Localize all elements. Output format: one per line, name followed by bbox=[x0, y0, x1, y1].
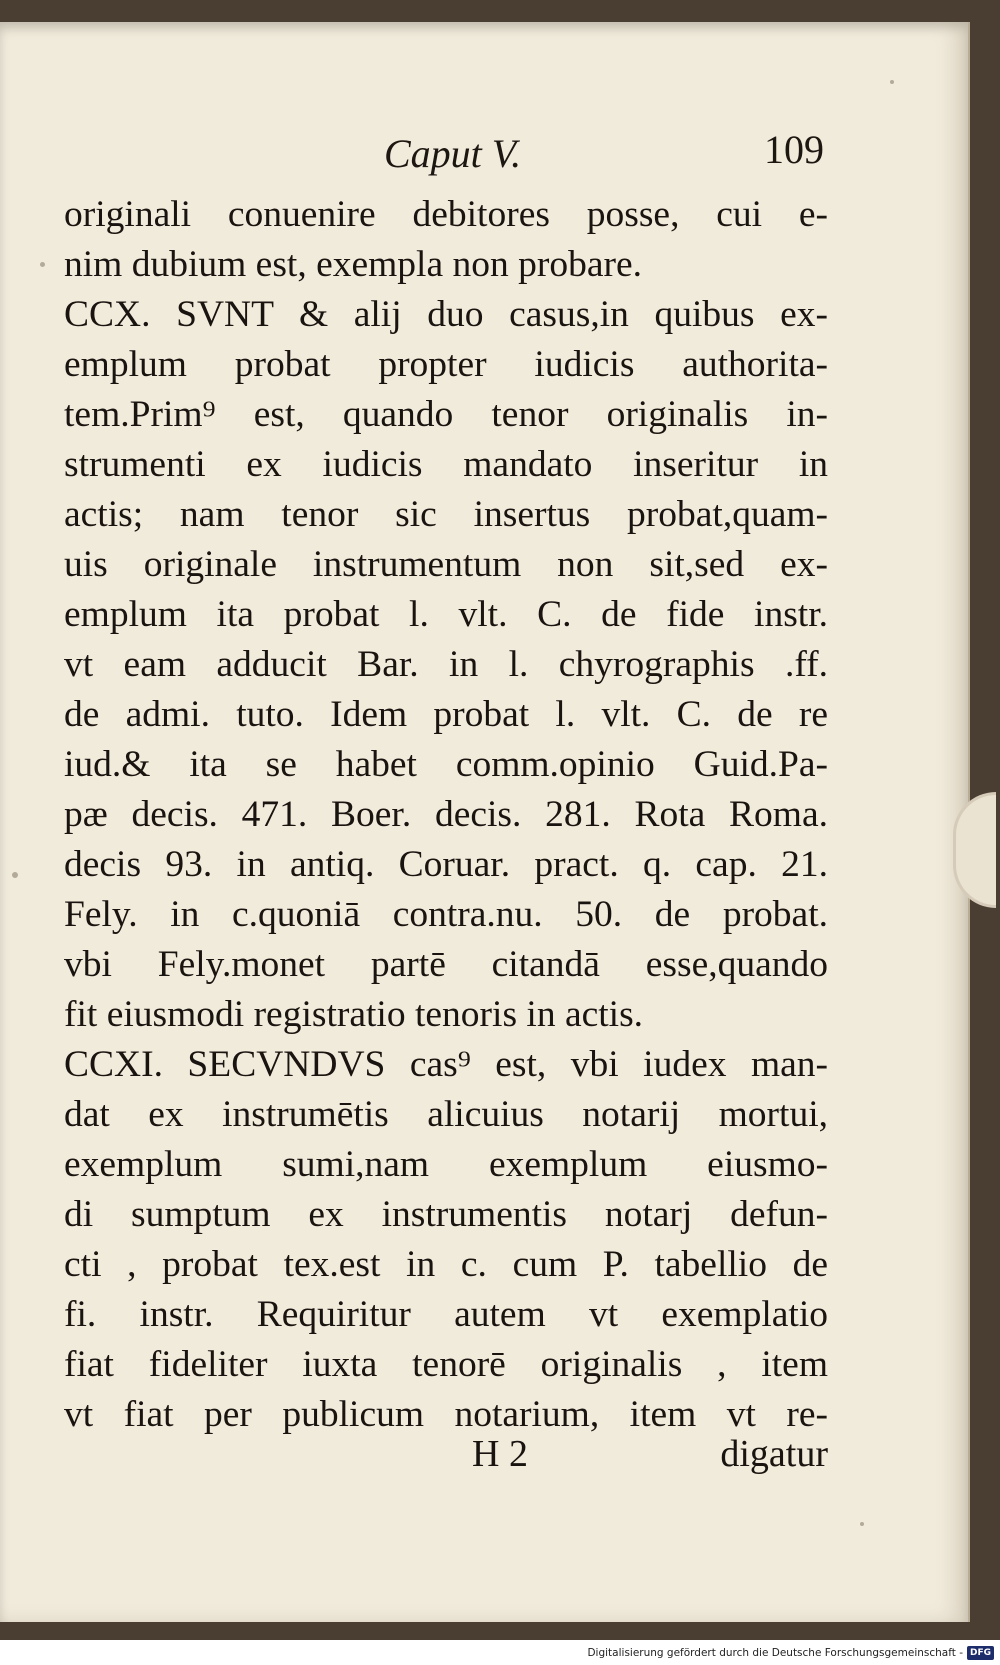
text-line: fi. instr. Requiritur autem vt exemplatio bbox=[64, 1294, 828, 1335]
credit-text: Digitalisierung gefördert durch die Deutsche Forschungsgemeinschaft - bbox=[587, 1646, 963, 1659]
dfg-logo-icon: DFG bbox=[967, 1646, 994, 1660]
text-line: Fely. in c.quoniā contra.nu. 50. de probat. bbox=[64, 894, 828, 935]
text-line: strumenti ex iudicis mandato inseritur in bbox=[64, 444, 828, 485]
text-line: nim dubium est, exempla non probare. bbox=[64, 244, 642, 285]
text-line: emplum ita probat l. vlt. C. de fide instr. bbox=[64, 594, 828, 635]
ink-speck bbox=[890, 80, 894, 84]
ink-speck bbox=[12, 872, 18, 878]
text-line: pæ decis. 471. Boer. decis. 281. Rota Roma. bbox=[64, 794, 828, 835]
text-line: dat ex instrumētis alicuius notarij mortui, bbox=[64, 1094, 828, 1135]
ink-speck bbox=[860, 1522, 864, 1526]
text-line: vt eam adducit Bar. in l. chyrographis .ff. bbox=[64, 644, 828, 685]
text-line: cti , probat tex.est in c. cum P. tabellio de bbox=[64, 1244, 828, 1285]
text-line: originali conuenire debitores posse, cui e- bbox=[64, 194, 828, 235]
text-line: decis 93. in antiq. Coruar. pract. q. cap. 21. bbox=[64, 844, 828, 885]
running-title: Caput V. bbox=[384, 131, 522, 176]
text-line: fiat fideliter iuxta tenorē originalis , item bbox=[64, 1344, 828, 1385]
catchword: digatur bbox=[720, 1433, 828, 1475]
text-line: emplum probat propter iudicis authorita- bbox=[64, 344, 828, 385]
page-footer bbox=[64, 1432, 828, 1492]
text-line: actis; nam tenor sic insertus probat,quam- bbox=[64, 494, 828, 535]
ink-speck bbox=[40, 262, 45, 267]
text-line: iud.& ita se habet comm.opinio Guid.Pa- bbox=[64, 744, 828, 785]
text-line: CCX. SVNT & alij duo casus,in quibus ex- bbox=[64, 294, 828, 335]
page-number: 109 bbox=[764, 127, 824, 172]
text-line: tem.Prim⁹ est, quando tenor originalis in- bbox=[64, 394, 828, 435]
body-text bbox=[64, 190, 828, 1440]
text-line: exemplum sumi,nam exemplum eiusmo- bbox=[64, 1144, 828, 1185]
book-page bbox=[0, 22, 970, 1622]
text-line: vt fiat per publicum notarium, item vt re- bbox=[64, 1394, 828, 1435]
text-line: di sumptum ex instrumentis notarj defun- bbox=[64, 1194, 828, 1235]
page-header bbox=[64, 122, 824, 182]
text-line: CCXI. SECVNDVS cas⁹ est, vbi iudex man- bbox=[64, 1044, 828, 1085]
text-line: uis originale instrumentum non sit,sed ex- bbox=[64, 544, 828, 585]
page-edge-tab bbox=[953, 792, 996, 908]
signature-mark: H 2 bbox=[472, 1433, 528, 1475]
text-line: de admi. tuto. Idem probat l. vlt. C. de re bbox=[64, 694, 828, 735]
text-line: fit eiusmodi registratio tenoris in actis. bbox=[64, 994, 644, 1035]
text-line: vbi Fely.monet partē citandā esse,quando bbox=[64, 944, 828, 985]
digitization-credit-bar bbox=[0, 1640, 1000, 1665]
